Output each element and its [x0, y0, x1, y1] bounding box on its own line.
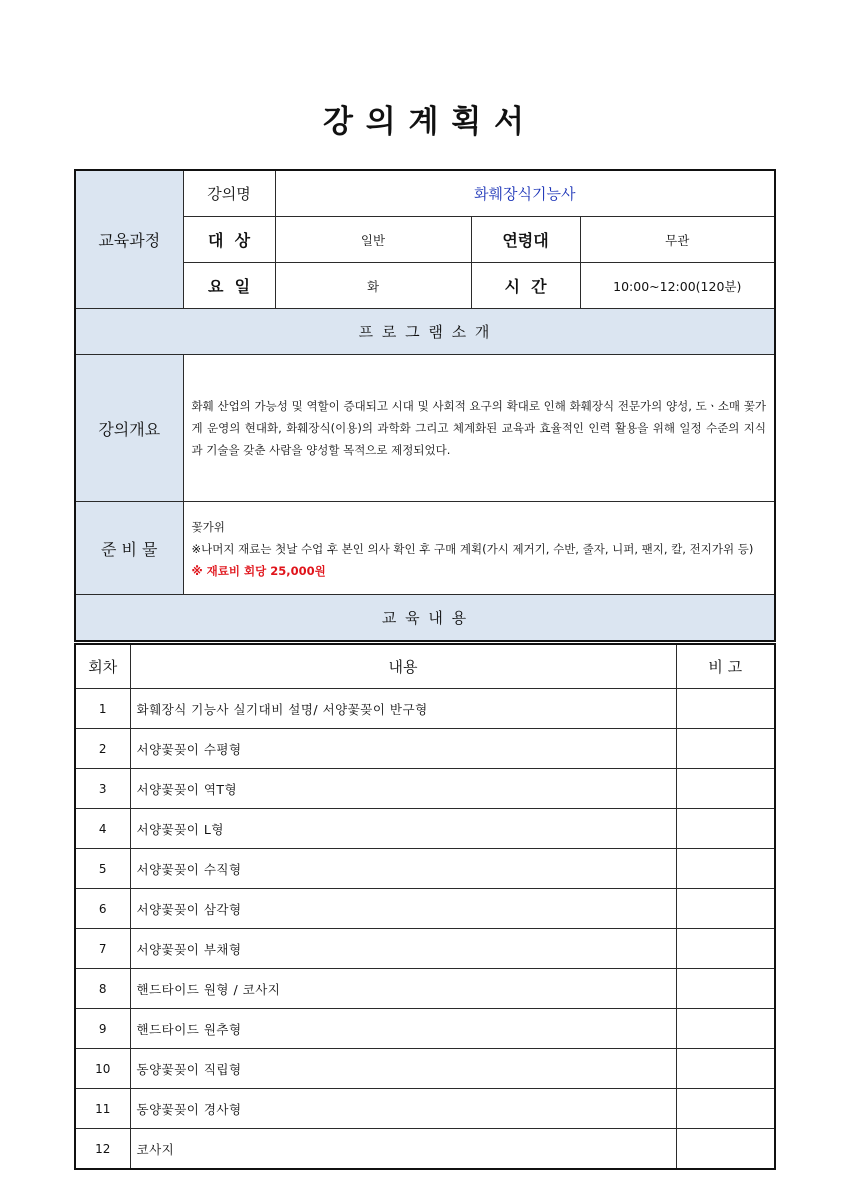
time-label: 시 간 — [471, 263, 580, 309]
table-row — [75, 729, 775, 769]
session-number: 9 — [75, 1009, 130, 1049]
session-note — [676, 689, 775, 729]
table-row — [75, 1129, 775, 1170]
session-header: 회차 — [75, 644, 130, 689]
materials-line-2: ※나머지 재료는 첫날 수업 후 본인 의사 확인 후 구매 계획(가시 제거기, 수반, 줄자, 니퍼, 팬지, 칼, 전지가위 등) — [191, 542, 754, 556]
schedule-table — [74, 643, 776, 1170]
session-note — [676, 1009, 775, 1049]
age-label: 연령대 — [471, 217, 580, 263]
session-content: 핸드타이드 원형 / 코사지 — [130, 969, 676, 1009]
session-content: 핸드타이드 원추형 — [130, 1009, 676, 1049]
session-number: 5 — [75, 849, 130, 889]
course-name-label: 강의명 — [183, 170, 275, 217]
time-value: 10:00~12:00(120분) — [580, 263, 775, 309]
materials-text — [184, 514, 775, 582]
session-note — [676, 849, 775, 889]
day-value: 화 — [275, 263, 471, 309]
course-name-row — [75, 170, 775, 217]
day-label: 요 일 — [183, 263, 275, 309]
session-content: 서양꽃꽂이 수평형 — [130, 729, 676, 769]
course-group-label: 교육과정 — [75, 170, 183, 309]
session-note — [676, 969, 775, 1009]
session-content: 서양꽃꽂이 수직형 — [130, 849, 676, 889]
materials-line-1: 꽃가위 — [191, 520, 225, 534]
table-row — [75, 969, 775, 1009]
overview-row — [75, 355, 775, 502]
session-note — [676, 1049, 775, 1089]
session-number: 12 — [75, 1129, 130, 1170]
session-note — [676, 889, 775, 929]
course-name-value: 화훼장식기능사 — [275, 170, 775, 217]
session-note — [676, 1129, 775, 1170]
program-section-title: 프 로 그 램 소 개 — [75, 309, 775, 355]
overview-label: 강의개요 — [75, 355, 183, 502]
session-content: 동양꽃꽂이 경사형 — [130, 1089, 676, 1129]
age-value: 무관 — [580, 217, 775, 263]
session-number: 6 — [75, 889, 130, 929]
education-section-row — [75, 595, 775, 642]
session-number: 8 — [75, 969, 130, 1009]
session-note — [676, 729, 775, 769]
target-label: 대 상 — [183, 217, 275, 263]
table-row — [75, 929, 775, 969]
session-content: 동양꽃꽂이 직립형 — [130, 1049, 676, 1089]
materials-fee: ※ 재료비 회당 25,000원 — [191, 564, 326, 578]
session-note — [676, 1089, 775, 1129]
session-content: 코사지 — [130, 1129, 676, 1170]
table-row — [75, 1049, 775, 1089]
materials-label: 준 비 물 — [75, 502, 183, 595]
session-note — [676, 929, 775, 969]
session-number: 2 — [75, 729, 130, 769]
session-content: 화훼장식 기능사 실기대비 설명/ 서양꽃꽂이 반구형 — [130, 689, 676, 729]
session-content: 서양꽃꽂이 삼각형 — [130, 889, 676, 929]
session-content: 서양꽃꽂이 부채형 — [130, 929, 676, 969]
schedule-header-row — [75, 644, 775, 689]
program-section-row — [75, 309, 775, 355]
session-note — [676, 809, 775, 849]
session-content: 서양꽃꽂이 역T형 — [130, 769, 676, 809]
table-row — [75, 809, 775, 849]
table-row — [75, 1009, 775, 1049]
document-title: 강 의 계 획 서 — [323, 104, 525, 140]
session-number: 7 — [75, 929, 130, 969]
table-row — [75, 849, 775, 889]
session-number: 10 — [75, 1049, 130, 1089]
session-number: 1 — [75, 689, 130, 729]
session-content: 서양꽃꽂이 L형 — [130, 809, 676, 849]
overview-text: 화훼 산업의 가능성 및 역할이 증대되고 시대 및 사회적 요구의 확대로 인해 화훼장식 전문가의 양성, 도ㆍ소매 꽃가게 운영의 현대화, 화훼장식(이용)의 과학화 그리고 체계화된 교육과 효율적인 인력 활용을 위해 일정 수준의 지식과 기술을 갖춘 사람을 양성할 목적으로 제정되었다. — [191, 399, 766, 457]
table-row — [75, 1089, 775, 1129]
table-row — [75, 689, 775, 729]
education-section-title: 교 육 내 용 — [75, 595, 775, 642]
session-number: 11 — [75, 1089, 130, 1129]
materials-row — [75, 502, 775, 595]
content-header: 내용 — [130, 644, 676, 689]
note-header: 비 고 — [676, 644, 775, 689]
course-info-table — [74, 169, 776, 642]
target-value: 일반 — [275, 217, 471, 263]
session-number: 4 — [75, 809, 130, 849]
table-row — [75, 889, 775, 929]
session-number: 3 — [75, 769, 130, 809]
session-note — [676, 769, 775, 809]
table-row — [75, 769, 775, 809]
